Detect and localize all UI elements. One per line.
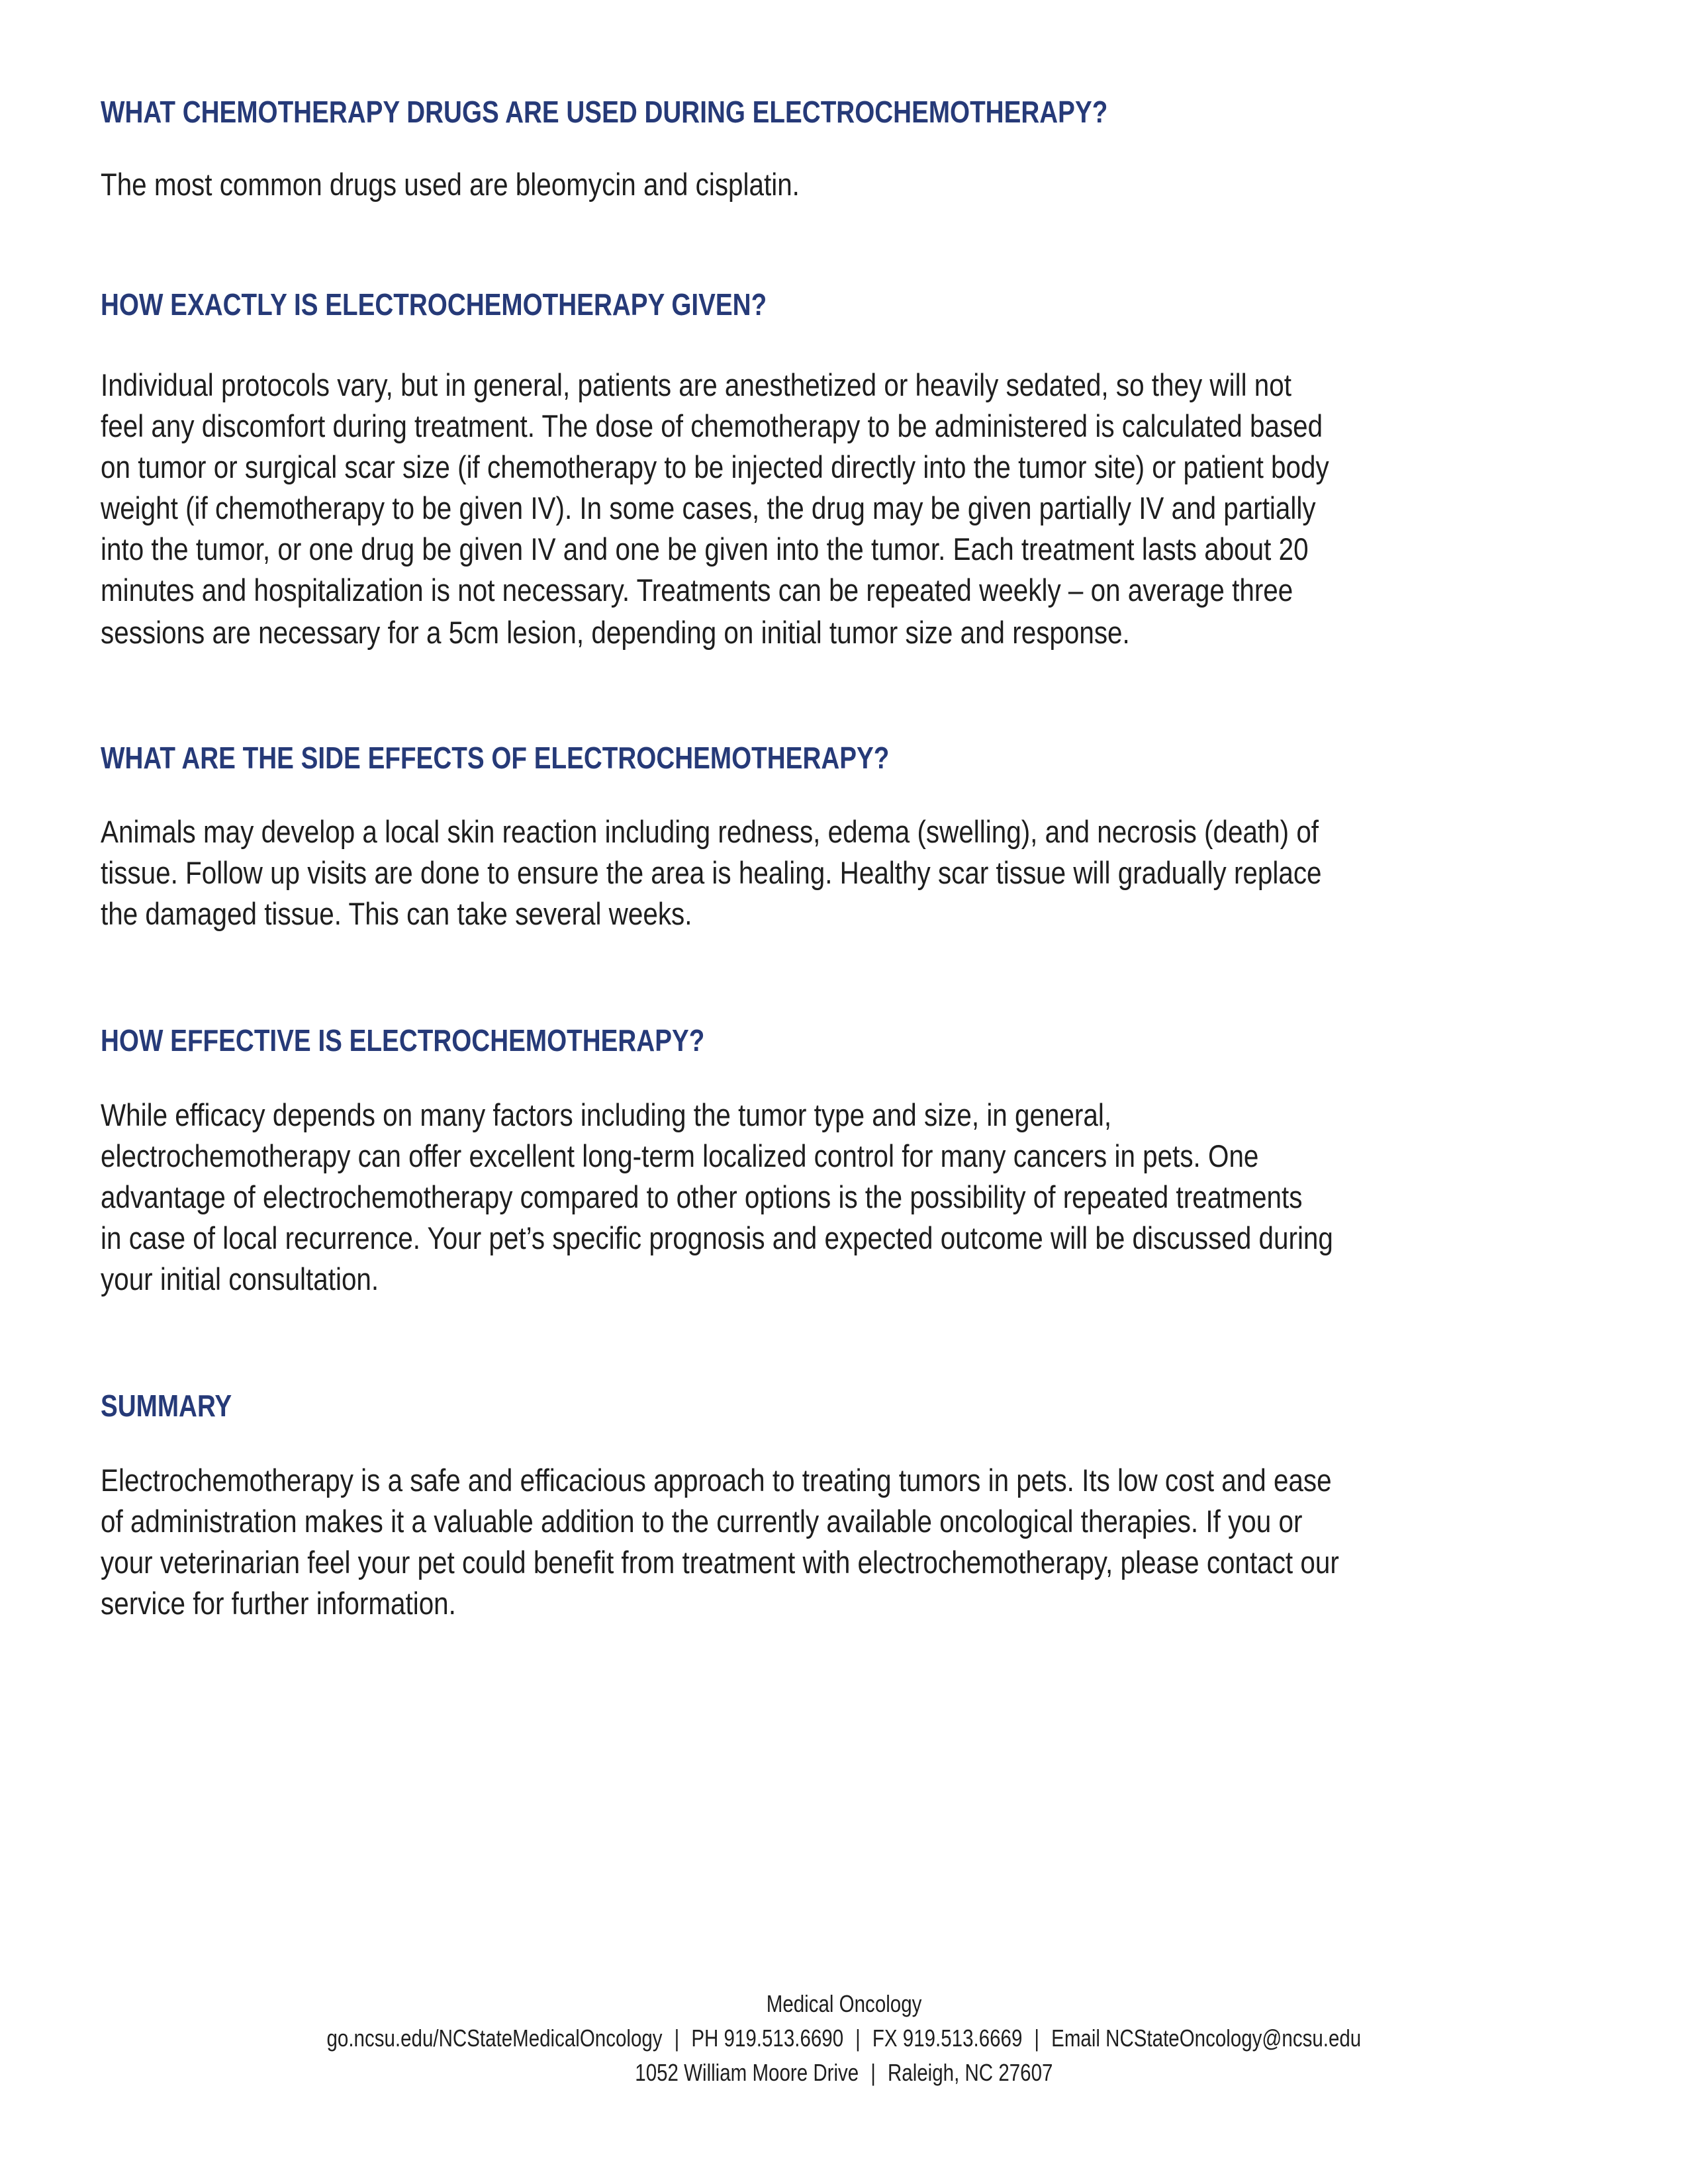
section-effectiveness-line: in case of local recurrence. Your pet’s specific prognosis and expected outcome will be discussed during (101, 1220, 1333, 1255)
footer-department: Medical Oncology (766, 1990, 922, 2017)
footer-phone: PH 919.513.6690 (691, 2025, 844, 2052)
footer-website-link[interactable]: go.ncsu.edu/NCStateMedicalOncology (326, 2025, 663, 2052)
section-how-given-line: sessions are necessary for a 5cm lesion, depending on initial tumor size and response. (101, 615, 1130, 650)
section-how-given-line: into the tumor, or one drug be given IV and one be given into the tumor. Each treatment lasts about 20 (101, 531, 1309, 567)
footer-separator: | (674, 2025, 680, 2052)
section-how-given-line: minutes and hospitalization is not necessary. Treatments can be repeated weekly – on average three (101, 572, 1293, 608)
section-summary-line: service for further information. (101, 1586, 456, 1621)
footer-street: 1052 William Moore Drive (635, 2059, 859, 2086)
section-effectiveness-line: electrochemotherapy can offer excellent long-term localized control for many cancers in pets. One (101, 1138, 1259, 1173)
footer-separator: | (1034, 2025, 1040, 2052)
section-heading-side-effects: WHAT ARE THE SIDE EFFECTS OF ELECTROCHEMOTHERAPY? (101, 741, 890, 775)
section-summary-line: your veterinarian feel your pet could benefit from treatment with electrochemotherapy, please contact our (101, 1545, 1339, 1580)
footer-email-link[interactable]: Email NCStateOncology@ncsu.edu (1051, 2025, 1362, 2052)
footer-fax: FX 919.513.6669 (872, 2025, 1023, 2052)
section-how-given-line: Individual protocols vary, but in general, patients are anesthetized or heavily sedated, so they will not (101, 367, 1291, 402)
footer-city: Raleigh, NC 27607 (888, 2059, 1053, 2086)
section-side-effects-line: Animals may develop a local skin reaction including redness, edema (swelling), and necrosis (death) of (101, 814, 1319, 849)
section-drugs-line: The most common drugs used are bleomycin and cisplatin. (101, 167, 800, 202)
section-summary-line: Electrochemotherapy is a safe and efficacious approach to treating tumors in pets. Its low cost and ease (101, 1463, 1332, 1498)
section-how-given-line: on tumor or surgical scar size (if chemotherapy to be injected directly into the tumor site) or patient body (101, 449, 1329, 484)
section-summary-line: of administration makes it a valuable addition to the currently available oncological therapies. If you or (101, 1504, 1303, 1539)
footer-separator: | (870, 2059, 876, 2086)
section-heading-drugs: WHAT CHEMOTHERAPY DRUGS ARE USED DURING ELECTROCHEMOTHERAPY? (101, 95, 1108, 129)
footer-address-line (0, 2061, 1688, 2085)
section-effectiveness-line: your initial consultation. (101, 1261, 379, 1297)
section-how-given-line: feel any discomfort during treatment. The dose of chemotherapy to be administered is calculated based (101, 408, 1323, 443)
section-effectiveness-line: advantage of electrochemotherapy compared to other options is the possibility of repeated treatments (101, 1179, 1303, 1214)
section-heading-how-given: HOW EXACTLY IS ELECTROCHEMOTHERAPY GIVEN? (101, 287, 767, 322)
section-how-given-line: weight (if chemotherapy to be given IV). In some cases, the drug may be given partially IV and partially (101, 490, 1316, 525)
footer-contact-line (0, 2026, 1688, 2050)
section-heading-effectiveness: HOW EFFECTIVE IS ELECTROCHEMOTHERAPY? (101, 1023, 705, 1058)
section-effectiveness-line: While efficacy depends on many factors including the tumor type and size, in general, (101, 1097, 1112, 1132)
footer-separator: | (855, 2025, 861, 2052)
footer-department-line (0, 1992, 1688, 2016)
section-heading-summary: SUMMARY (101, 1388, 232, 1423)
section-side-effects-line: tissue. Follow up visits are done to ensure the area is healing. Healthy scar tissue will gradually replace (101, 855, 1322, 890)
section-side-effects-line: the damaged tissue. This can take several weeks. (101, 896, 692, 931)
